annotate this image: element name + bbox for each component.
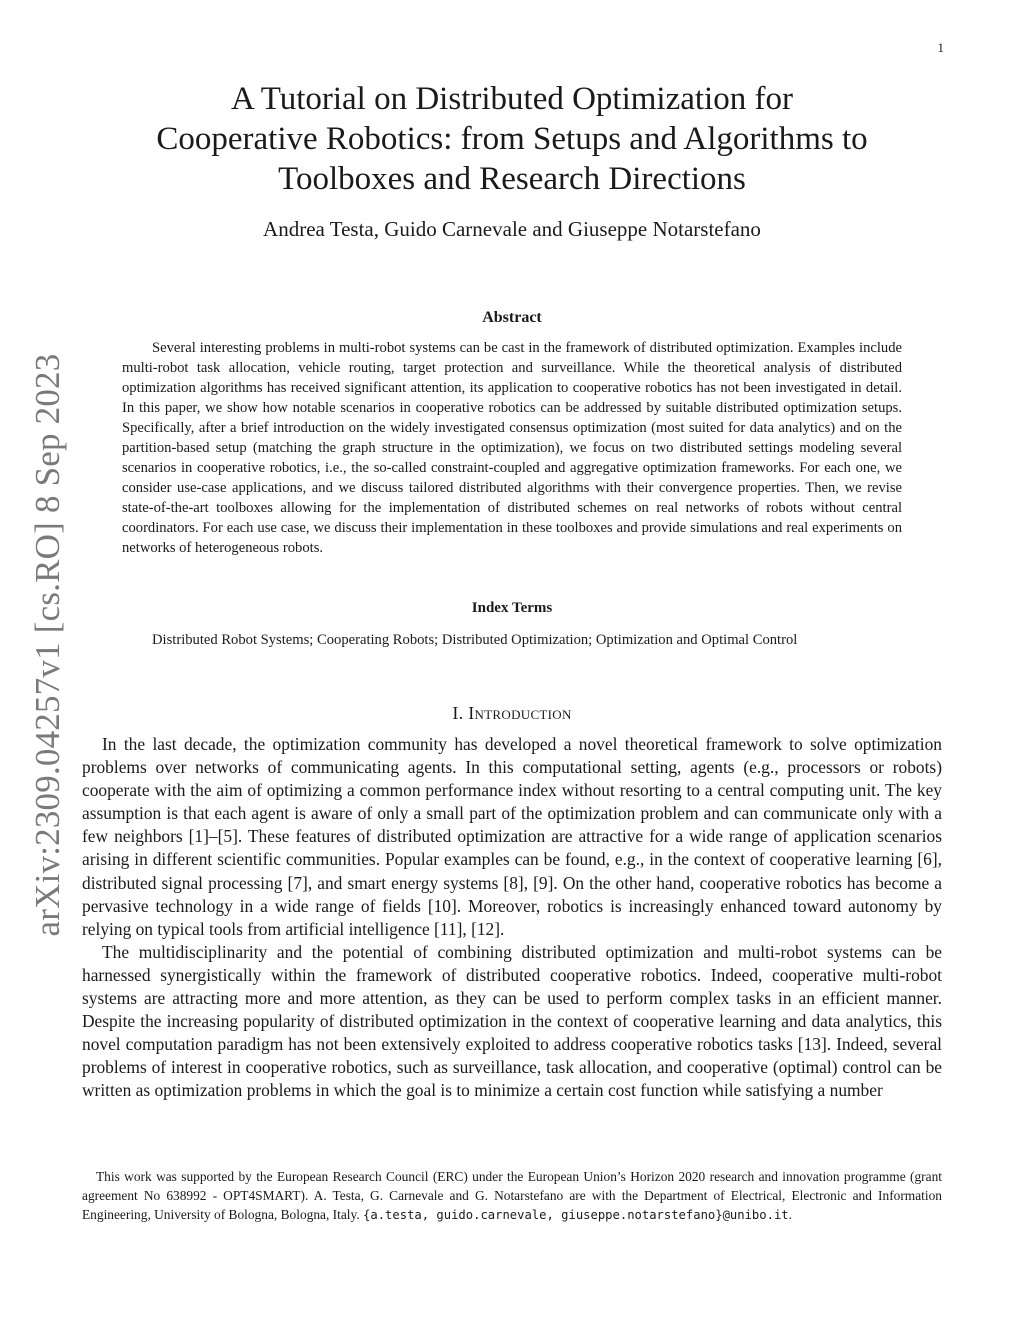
- section-heading: I. Introduction: [452, 703, 572, 723]
- title-line: Cooperative Robotics: from Setups and Algorithms to: [156, 121, 868, 157]
- page-number: 1: [937, 40, 944, 55]
- introduction-body: [82, 733, 942, 1103]
- title-line: Toolboxes and Research Directions: [278, 161, 746, 197]
- email-addresses: {a.testa, guido.carnevale, giuseppe.notarstefano}@unibo.it: [363, 1208, 789, 1222]
- paragraph: The multidisciplinarity and the potential of combining distributed optimization and multi-robot systems can be harnessed synergistically within the framework of distributed cooperative robotics. Indeed, cooperative multi-robot systems are attracting more and more attention, as they can be used to perform complex tasks in an efficient manner. Despite the increasing popularity of distributed optimization in the context of cooperative learning and data analytics, this novel computation paradigm has not been extensively exploited to address cooperative robotics tasks [13]. Indeed, several problems of interest in cooperative robotics, such as surveillance, task allocation, and cooperative (optimal) control can be written as optimization problems in which the goal is to minimize a certain cost function while satisfying a number: [82, 941, 942, 1101]
- funding-note: This work was supported by the European Research Council (ERC) under the European Union’s Horizon 2020 research and innovation programme (grant agreement No 638992 - OPT4SMART). A. Testa, G. Carnevale and G. Notarstefano are with the Department of Electrical, Electronic and Information Engineering, University of Bologna, Bologna, Italy.: [82, 1169, 942, 1222]
- abstract-heading: Abstract: [482, 309, 542, 326]
- index-terms-heading: Index Terms: [471, 600, 553, 616]
- title-line: A Tutorial on Distributed Optimization for: [231, 81, 793, 117]
- paper-title: [0, 79, 1024, 199]
- abstract-text: Several interesting problems in multi-robot systems can be cast in the framework of distributed optimization. Examples include multi-robot task allocation, vehicle routing, target protection and surveillance. While the theoretical analysis of distributed optimization algorithms has received significant attention, its application to cooperative robotics has not been investigated in detail. In this paper, we show how notable scenarios in cooperative robotics can be addressed by suitable distributed optimization setups. Specifically, after a brief introduction on the widely investigated consensus optimization (most suited for data analytics) and on the partition-based setup (matching the graph structure in the optimization), we focus on two distributed settings modeling several scenarios in cooperative robotics, i.e., the so-called constraint-coupled and aggregative optimization frameworks. For each one, we consider use-case applications, and we discuss tailored distributed algorithms with their convergence properties. Then, we revise state-of-the-art toolboxes allowing for the implementation of distributed schemes on real networks of robots without central coordinators. For each use case, we discuss their implementation in these toolboxes and provide simulations and real experiments on networks of heterogeneous robots.: [122, 340, 902, 556]
- footnote: [82, 1167, 942, 1225]
- arxiv-identifier: arXiv:2309.04257v1 [cs.RO] 8 Sep 2023: [28, 353, 67, 937]
- index-terms-text: Distributed Robot Systems; Cooperating Robots; Distributed Optimization; Optimization and Optimal Control: [152, 632, 798, 648]
- footnote-end: .: [788, 1207, 792, 1222]
- author-list: Andrea Testa, Guido Carnevale and Giuseppe Notarstefano: [263, 217, 761, 241]
- paragraph: In the last decade, the optimization community has developed a novel theoretical framework to solve optimization problems over networks of communicating agents. In this computational setting, agents (e.g., processors or robots) cooperate with the aim of optimizing a common performance index without resorting to a central computing unit. The key assumption is that each agent is aware of only a small part of the optimization problem and can communicate only with a few neighbors [1]–[5]. These features of distributed optimization are attractive for a wide range of application scenarios arising in different scientific communities. Popular examples can be found, e.g., in the context of cooperative learning [6], distributed signal processing [7], and smart energy systems [8], [9]. On the other hand, cooperative robotics has become a pervasive technology in a wide range of fields [10]. Moreover, robotics is increasingly enhanced toward autonomy by relying on typical tools from artificial intelligence [11], [12].: [82, 734, 942, 939]
